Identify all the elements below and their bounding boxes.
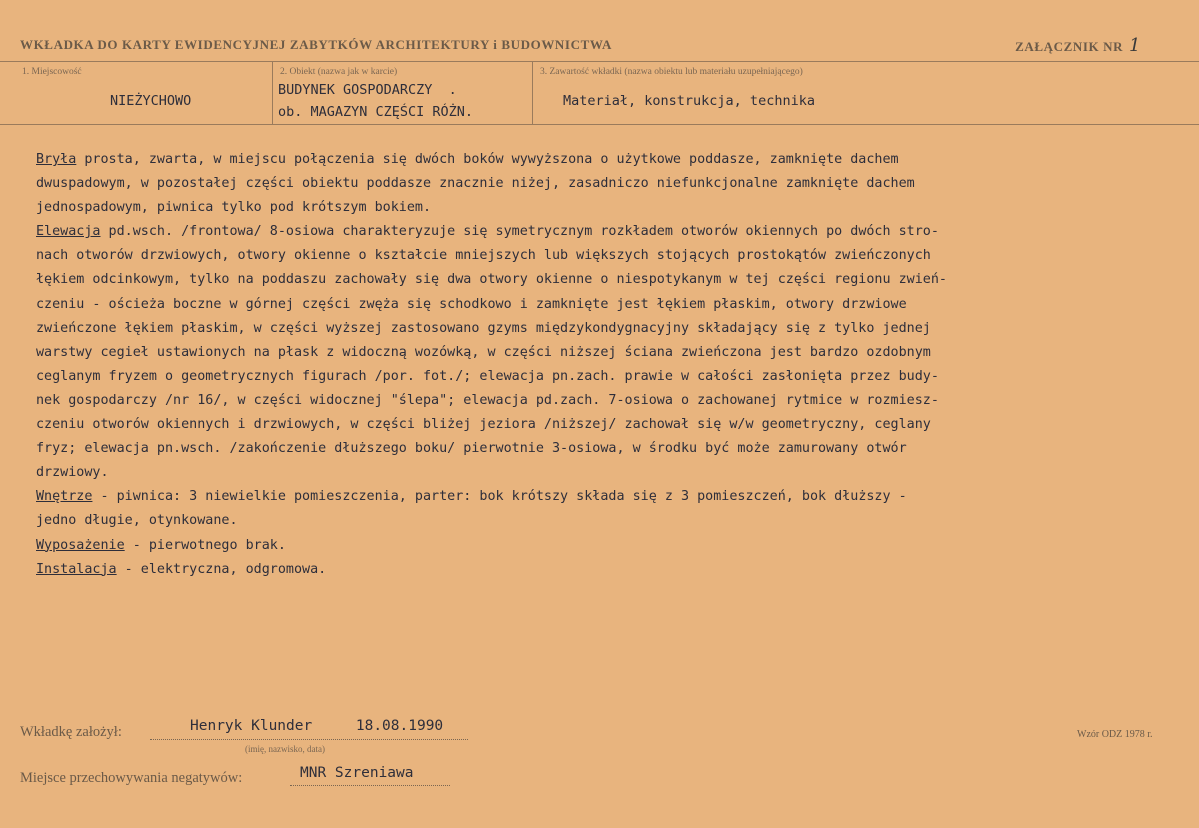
text-fragment: pd.wsch. /frontowa/ 8-osiowa charakteryzuje się symetrycznym rozkładem otworów okiennych po dwóch stro-	[100, 224, 939, 240]
text-fragment: - piwnica: 3 niewielkie pomieszczenia, parter: bok krótszy składa się z 3 pomieszczeń, bok dłuższy -	[92, 489, 907, 505]
location-label: 1. Miejscowość	[22, 67, 82, 77]
text-line: jedno długie, otynkowane.	[36, 513, 238, 529]
text-fragment: prosta, zwarta, w miejscu połączenia się dwóch boków wywyższona o użytkowe poddasze, zamknięte dachem	[76, 152, 899, 167]
text-line: łękiem odcinkowym, tylko na poddaszu zachowały się dwa otwory okienne o niespotykanym w tej części regionu zwień-	[36, 272, 947, 288]
text-line: nek gospodarczy /nr 16/, w części widocznej "ślepa"; elewacja pd.zach. 7-osiowa o zachowanej rytmice w rozmiesz-	[36, 392, 939, 408]
text-line	[36, 534, 1186, 558]
text-line	[36, 220, 1186, 244]
object-label: 2. Obiekt (nazwa jak w karcie)	[280, 67, 398, 77]
section-term-bryla: Bryła	[36, 152, 77, 167]
text-line: fryz; elewacja pn.wsch. /zakończenie dłuższego boku/ pierwotnie 3-osiowa, w środku być może zamurowany otwór	[36, 441, 907, 457]
form-code: Wzór ODZ 1978 r.	[1077, 729, 1153, 740]
attachment-number-label	[1015, 35, 1141, 56]
text-line: nach otworów drzwiowych, otwory okienne o kształcie mniejszych lub większych stojących prostokątów zwieńczonych	[36, 248, 931, 264]
created-by-underline	[150, 739, 468, 740]
section-term-instalacja: Instalacja	[36, 561, 117, 577]
section-wnetrze	[36, 485, 1186, 533]
insert-content-label: 3. Zawartość wkładki (nazwa obiektu lub materiału uzupełniającego)	[540, 67, 803, 77]
field-divider-1	[272, 61, 273, 124]
text-line: warstwy cegieł ustawionych na płask z widoczną wozówką, w części niższej ściana zwieńczona jest bardzo ozdobnym	[36, 344, 931, 360]
text-fragment: - pierwotnego brak.	[124, 537, 286, 553]
attachment-label: ZAŁĄCZNIK NR	[1015, 39, 1124, 54]
field-divider-2	[532, 61, 533, 124]
description-body	[36, 148, 1186, 582]
section-term-wnetrze: Wnętrze	[36, 489, 93, 505]
header-divider-bottom	[0, 124, 1199, 125]
object-value-line2: ob. MAGAZYN CZĘŚCI RÓŻN.	[278, 104, 474, 120]
text-fragment: - elektryczna, odgromowa.	[116, 561, 327, 577]
text-line: czeniu otworów okiennych i drzwiowych, w części bliżej jeziora /niższej/ zachował się w/w geometryczny, ceglany	[36, 417, 931, 433]
text-line: drzwiowy.	[36, 465, 109, 481]
negatives-value: MNR Szreniawa	[300, 765, 414, 781]
section-term-elewacja: Elewacja	[36, 224, 101, 240]
location-value: NIEŻYCHOWO	[110, 93, 192, 109]
created-by-caption: (imię, nazwisko, data)	[245, 744, 325, 754]
negatives-underline	[290, 785, 450, 786]
header-divider-top	[0, 61, 1199, 62]
section-bryla	[36, 148, 1186, 220]
section-term-wyposazenie: Wyposażenie	[36, 537, 125, 553]
object-value-line1: BUDYNEK GOSPODARCZY .	[278, 82, 457, 98]
attachment-number: 1	[1128, 35, 1141, 56]
text-line	[36, 148, 1186, 172]
negatives-label: Miejsce przechowywania negatywów:	[20, 770, 243, 786]
form-title: WKŁADKA DO KARTY EWIDENCYJNEJ ZABYTKÓW ARCHITEKTURY i BUDOWNICTWA	[20, 37, 612, 52]
text-line	[36, 558, 1186, 582]
text-line: zwieńczone łękiem płaskim, w części wyższej zastosowano gzyms międzykondygnacyjny składający się z tylko jednej	[36, 320, 931, 336]
section-instalacja	[36, 558, 1186, 582]
section-wyposazenie	[36, 534, 1186, 558]
created-by-label: Wkładkę założył:	[20, 724, 122, 740]
text-line: ceglanym fryzem o geometrycznych figurach /por. fot./; elewacja pn.zach. prawie w całości zasłonięta przez budy-	[36, 368, 939, 384]
text-line: jednospadowym, piwnica tylko pod krótszym bokiem.	[36, 200, 432, 216]
text-line: dwuspadowym, w pozostałej części obiektu poddasze znacznie niżej, zasadniczo niefunkcjonalne zamknięte dachem	[36, 176, 915, 192]
created-by-value: Henryk Klunder 18.08.1990	[190, 718, 444, 734]
text-line: czeniu - ościeża boczne w górnej części zwęża się schodkowo i zamknięte jest łękiem płaskim, otwory drzwiowe	[36, 296, 907, 312]
insert-content-value: Materiał, konstrukcja, technika	[563, 93, 815, 109]
section-elewacja	[36, 220, 1186, 485]
text-line	[36, 485, 1186, 509]
